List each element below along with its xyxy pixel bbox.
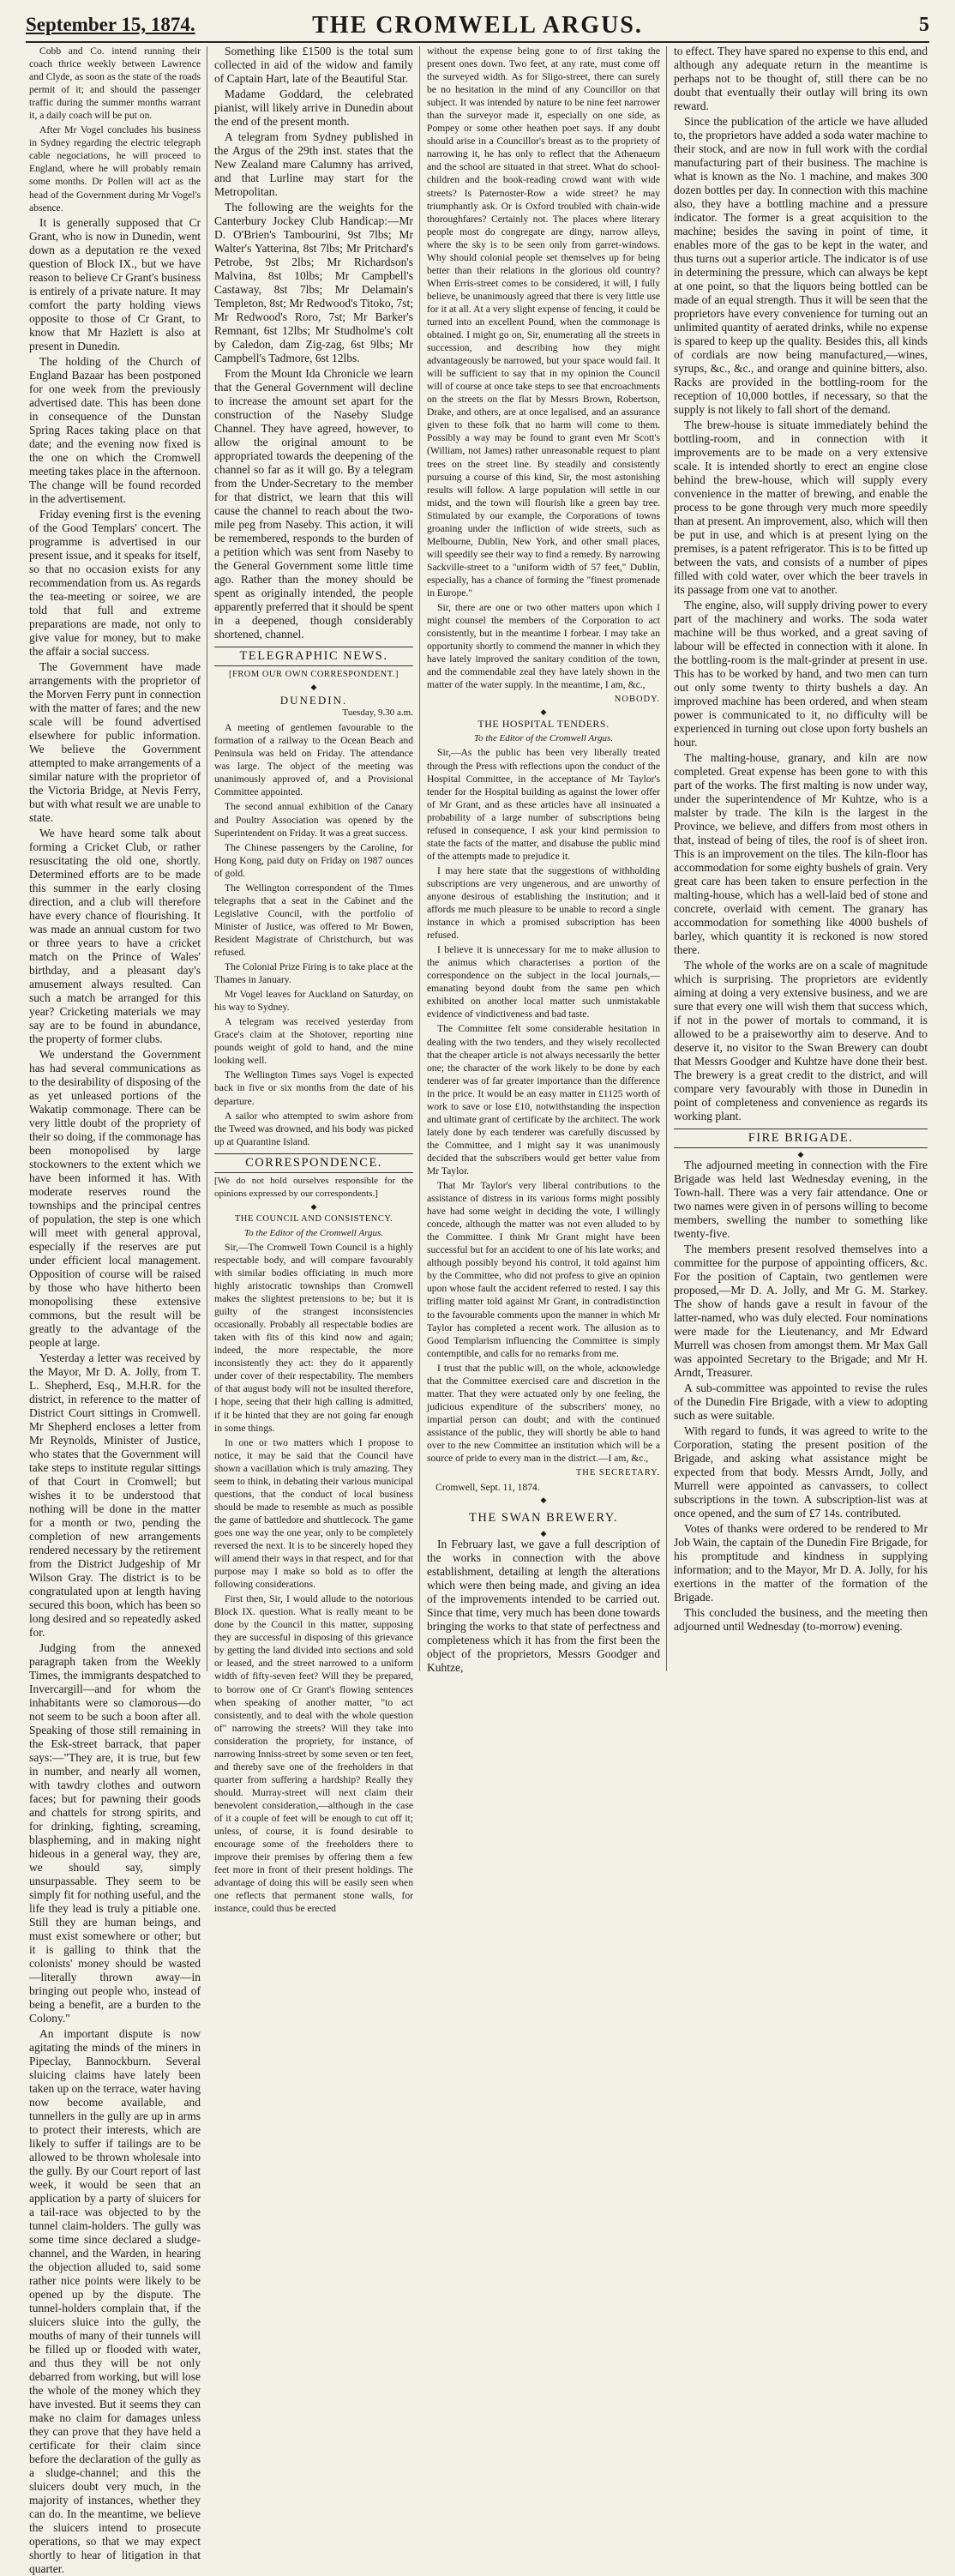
article-paragraph: An important dispute is now agitating the minds of the miners in Pipeclay, Bannockburn. Several sluicing claims have lately been taken up on the terrace, water having now become available, and tunnellers in the gully are up in arms to protect their interests, which are likely to suffer if tailings are to be allowed to be thrown wholesale into the gully. By our Court report of last week, it would be seen that an application by a party of sluicers for a tail-race was objected to by the tunnel claim-holders. The gully was some time since declared a sludge-channel, and the Warden, in hearing the objection alluded to, said some rather nice points were likely to be opened up by the dispute. The tunnel-holders complain that, if the sluicers sluice into the gully, the mouths of many of their tunnels will be filled up or flooded with water, and thus they will be not only debarred from working, but will lose the whole of the money which they have invested. But it seems they can make no claim for damages unless they can prove that they have held a certificate for their claim since before the declaration of the gully as a sludge-channel; and this the sluicers doubt very much, in the majority of instances, whether they can do. In the meantime, we believe the sluicers intend to prosecute operations, so that we may expect shortly to hear of litigation in that quarter. bbox=[29, 2026, 201, 2575]
telegraphic-city: DUNEDIN. bbox=[279, 694, 348, 707]
article-paragraph: This concluded the business, and the meeting then adjourned until Wednesday (to-morrow) evening. bbox=[674, 1606, 928, 1634]
article-paragraph: Madame Goddard, the celebrated pianist, will likely arrive in Dunedin about the end of the present month. bbox=[214, 87, 413, 128]
letter-place-date: Cromwell, Sept. 11, 1874. bbox=[435, 1482, 540, 1494]
article-paragraph: to effect. They have spared no expense to this end, and although any adequate return in the meantime is perhaps not to be thought of, still there can be no doubt that eventually their outlay will bring its own reward. bbox=[674, 45, 928, 112]
column-divider bbox=[419, 46, 420, 1671]
article-paragraph: Votes of thanks were ordered to be rendered to Mr Job Wain, the captain of the Dunedin Fire Brigade, for his promptitude and kindness in supplying information; and to the Mayor, Mr D. A. Jolly, for his exertions in the matter of the formation of the Brigade. bbox=[674, 1522, 928, 1604]
fire-brigade-heading: FIRE BRIGADE. bbox=[674, 1129, 928, 1148]
page-number: 5 bbox=[919, 14, 929, 36]
letter-signature: NOBODY. bbox=[614, 695, 660, 705]
ornament: ◆ bbox=[797, 1150, 804, 1159]
article-paragraph: The adjourned meeting in connection with the Fire Brigade was held last Wednesday evening, in the Town-hall. There was a very fair attendance. One or two names were given in of persons willing to become members, swelling the number to something like twenty-five. bbox=[674, 1159, 928, 1241]
article-paragraph: It is generally supposed that Cr Grant, who is now in Dunedin, went down as a deputation re the vexed question of Block IX., but we have reason to believe Cr Grant's business is entirely of a private nature. It may comfort the party holding views opposite to those of Cr Grant, to know that Mr Hazlett is also at present in Dunedin. bbox=[29, 215, 201, 352]
article-paragraph: Friday evening first is the evening of the Good Templars' concert. The programme is advertised in our present issue, and it speaks for itself, so that no occasion exists for any recommendation from us. As regards the tea-meeting or soiree, we are told that full and extreme preparations are made, not only to give value for money, but to make the affair a social success. bbox=[29, 507, 201, 658]
letter-paragraph: First then, Sir, I would allude to the notorious Block IX. question. What is really meant to be done by the Council in this matter, supposing they are successful in disposing of this grievance by getting the land divided into sections and sold or leased, and the street narrowed to a uniform width of fifty-seven feet? Will they be prepared, to borrow one of Cr Grant's flowing sentences when speaking of another matter, "to act consistently, and to deal with the whole question of" narrowing the streets? Will they take into consideration the propriety, for instance, of narrowing Inniss-street by some seven or ten feet, and thereby save one of the freeholders in that quarter from suffering a hardship? Really they should. Murray-street will next claim their benevolent consideration,—although in the case of it a couple of feet will be enough to cut off it; unless, of course, it is found desirable to encourage some of the freeholders there to improve their premises by offering them a few feet more in front of their present holdings. The advantage of doing this will be easily seen when one reflects that permanent stone walls, for instance, could thus be erected bbox=[214, 1593, 413, 1915]
telegraphic-paragraph: The Colonial Prize Firing is to take place at the Thames in January. bbox=[214, 961, 413, 986]
article-paragraph: Judging from the annexed paragraph taken from the Weekly Times, the immigrants despatched to Invercargill—and for whom the inhabitants were so clamorous—do not seem to be such a boon after all. Speaking of those still remaining in the Esk-street barrack, that paper says:—"They are, it is true, but few in number, and nearly all women, with tawdry clothes and outworn faces; but for pawning their goods and chattels for strong spirits, and for drinking, fighting, screaming, blaspheming, and in making night hideous in a general way, they are, we should say, simply unsurpassable. They seem to be simply fit for nothing useful, and the life they lead is truly a pitiable one. Still they are human beings, and must exist somewhere or other; but it is galling to think that the colonists' money should be wasted—literally thrown away—in bringing out people who, instead of being a benefit, are a burden to the Colony." bbox=[29, 1640, 201, 2025]
letter-paragraph: I trust that the public will, on the whole, acknowledge that the Committee exercised care and discretion in the matter. That they were actuated only by one feeling, the judicious expenditure of the subscribers' money, no impartial person can doubt; and with the continued assistance of the public, they will shortly be able to hand over to the new Committee an institution which will be a source of pride to every man in the district.—I am, &c., bbox=[427, 1362, 660, 1465]
column-2 bbox=[214, 45, 413, 1915]
telegraphic-paragraph: The Wellington correspondent of the Times telegraphs that a seat in the Cabinet and the Legislative Council, with the portfolio of Minister of Justice, was offered to Mr Bowen, Resident Magistrate of Christchurch, but was refused. bbox=[214, 882, 413, 958]
ornament: ◆ bbox=[310, 1201, 317, 1211]
article-paragraph: The holding of the Church of England Bazaar has been postponed for one week from the previously advertised date. This has been done in consequence of the Dunstan Spring Races taking place on that date; and the evening now fixed is the one on which the Cromwell meeting takes place in the afternoon. The change will be found recorded in the advertisement. bbox=[29, 354, 201, 505]
telegraphic-paragraph: A meeting of gentlemen favourable to the formation of a railway to the Ocean Beach and Peninsula was held on Friday. The attendance was large. The object of the meeting was unanimously approved of, and a Provisional Committee appointed. bbox=[214, 722, 413, 798]
ornament: ◆ bbox=[540, 707, 547, 717]
letter-paragraph: without the expense being gone to of first taking the present ones down. Two feet, at any rate, must come off the surveyed width. As for Sligo-street, there can surely be no hesitation in the mind of any Councillor on that subject. It was intended by nature to be nine feet narrower than the surveyor made it, especially on one side, as Pompey or some other heathen poet says. If any doubt should arise in a Councillor's breast as to the propriety of narrowing it, he has only to reflect that the Athenaeum and the school are situated in that street. What do school-children and the book-reading crowd want with wide streets? Is Paternoster-Row a wide street? he may triumphantly ask. Or is Oxford troubled with chain-wide thoroughfares? Certainly not. The places where literary people most do congregate are dingy, narrow alleys, where the sky is to be seen only from garret-windows. Why should colonial people set themselves up for being better than their relations in the glorious old country? When Erris-street comes to be considered, it will, I fully believe, be unanimously agreed that there is very little use for it at all. At a very slight expense of fencing, it could be turned into an excellent Pound, when the commonage is obtained. I might go on, Sir, enumerating all the streets in succession, and describing how they might advantageously be narrowed, but your space would fail. It will be sufficient to say that in my opinion the Council will of course at once take steps to see that encroachments on the streets on the flat by Messrs Brown, Robertson, Drake, and others, are at once legalised, and an assurance given to these folk that no harm will come to them. Possibly a way may be found to grant even Mr Scott's (William, not James) rather unreasonable request to plant trees on the street line. By steadily and consistently pursuing a course of this kind, Sir, the most astonishing results will follow. A large population will settle in our midst, and the town will flourish like a green bay tree. Stimulated by our example, the Corporations of towns groaning under the infliction of wide streets, such as Melbourne, Dublin, New York, and other small places, will speedily see their way to find a remedy. By narrowing Sackville-street to a "uniform width of 57 feet," Dublin, especially, has a chance of forming the "finest promenade in Europe." bbox=[427, 45, 660, 599]
hospital-tenders-title: THE HOSPITAL TENDERS. bbox=[478, 718, 610, 731]
correspondence-heading: CORRESPONDENCE. bbox=[214, 1153, 413, 1173]
letter-paragraph: I believe it is unnecessary for me to make allusion to the animus which characterises a portion of the correspondence on the subject in the local journals,—emanating beyond doubt from the same pen which exhibited on another local matter such unmistakable evidence of vindictiveness and bad taste. bbox=[427, 944, 660, 1020]
ornament: ◆ bbox=[310, 683, 317, 692]
article-paragraph: A telegram from Sydney published in the Argus of the 29th inst. states that the New Zealand mare Calumny has arrived, and that Lurline may start for the Metropolitan. bbox=[214, 130, 413, 198]
masthead-rule bbox=[26, 41, 929, 43]
swan-brewery-heading: THE SWAN BREWERY. bbox=[469, 1511, 618, 1526]
article-paragraph: The whole of the works are on a scale of magnitude which is surprising. The proprietors are evidently aiming at doing a very extensive business, and we are sure that every one will wish them that success which, if not in the power of mortals to command, it is allowed to be a praiseworthy aim to deserve. And to deserve it, no visitor to the Swan Brewery can doubt that Messrs Goodger and Kuhtze have done their best. The brewery is a great credit to the district, and will compare very favourably with those in Dunedin in point of completeness and convenience as regards its working plant. bbox=[674, 959, 928, 1122]
column-1 bbox=[29, 45, 201, 2575]
article-paragraph: A sub-committee was appointed to revise the rules of the Dunedin Fire Brigade, with a view to adopting such as were suitable. bbox=[674, 1381, 928, 1423]
letter-signature: THE SECRETARY. bbox=[575, 1468, 660, 1478]
article-paragraph: With regard to funds, it was agreed to write to the Corporation, stating the present position of the Brigade, and asking what assistance might be expected from that body. Messrs Arndt, Jolly, and Murrell were appointed as canvassers, to collect subscriptions in the town. A subscription-list was at once opened, and the sum of £7 14s. contributed. bbox=[674, 1424, 928, 1520]
article-paragraph: After Mr Vogel concludes his business in Sydney regarding the electric telegraph cable negociations, he will proceed to England, where he will probably remain some months. Dr Pollen will act as the head of the Government during Mr Vogel's absence. bbox=[29, 124, 201, 214]
letter-paragraph: That Mr Taylor's very liberal contributions to the assistance of distress in its various forms might possibly have had some weight in deciding the vote, I willingly concede, although the matter was not even alluded to by the Committee. I think Mr Grant might have been successful but for an accident to one of his late works; and although possibly beyond his control, it told against him by the Committee, who did not profess to give an opinion upon whose fault the accident referred to rested. I say this trifling matter told against Mr Grant, in contradistinction to the favourable comments upon the manner in which Mr Taylor has completed a recent work. The allusion as to Good Templarism influencing the Committee is simply contemptible, and calls for no remarks from me. bbox=[427, 1180, 660, 1359]
letter-paragraph: In one or two matters which I propose to notice, it may be said that the Council have shown a vacillation which is truly amazing. They seem to think, in debating their various municipal questions, that the conduct of local business should be made to resemble as much as possible the game of battledore and shuttlecock. The game goes one way the one year, only to be completely reversed the next. It is to be sincerely hoped they will amend their ways in that respect, and for that purpose may I make so bold as to offer the following considerations. bbox=[214, 1436, 413, 1591]
column-4 bbox=[674, 45, 928, 1674]
article-paragraph: We understand the Government has had several communications as to the desirability of disposing of the as yet unleased portions of the Wakatip commonage. There can be very little doubt of the propriety of their so doing, if the commonage has been monopolised by large stockowners to the extent which we have been informed it has. With moderate reserves round the townships and the principal centres of population, the step is one which will meet with general approval, especially if the reserves are put under efficient local management. Opposition of course will be raised by those who have hitherto been monopolising these extensive commons, but the result will be greatly to the advantage of the people at large. bbox=[29, 1047, 201, 1349]
hospital-addressee: To the Editor of the Cromwell Argus. bbox=[473, 733, 614, 744]
correspondence-disclaimer: [We do not hold ourselves responsible for the opinions expressed by our correspondents.] bbox=[214, 1175, 413, 1199]
article-paragraph: Cobb and Co. intend running their coach thrice weekly between Lawrence and Clyde, as soon as the state of the roads permit of it; and should the passenger traffic during the summer months warrant it, a daily coach will be put on. bbox=[29, 45, 201, 122]
ornament: ◆ bbox=[540, 1529, 547, 1538]
letter-paragraph: Sir, there are one or two other matters upon which I might counsel the members of the Corporation to act consistently, but in the meantime I forbear. I may take an opportunity shortly to commend the manner in which they have lately improved the sanitary condition of the town, and the commendable zeal they have lately shown in the matter of the water supply. In the meantime, I am, &c., bbox=[427, 602, 660, 691]
telegraphic-paragraph: A telegram was received yesterday from Grace's claim at the Shotover, reporting nine pounds weight of gold to hand, and the mine looking well. bbox=[214, 1016, 413, 1067]
telegraphic-news-heading: TELEGRAPHIC NEWS. bbox=[214, 647, 413, 666]
article-paragraph: Something like £1500 is the total sum collected in aid of the widow and family of Captain Hart, late of the Beautiful Star. bbox=[214, 45, 413, 85]
column-3 bbox=[427, 45, 660, 1674]
telegraphic-paragraph: The Chinese passengers by the Caroline, for Hong Kong, paid duty on Friday on 1987 ounces of gold. bbox=[214, 841, 413, 879]
masthead bbox=[26, 9, 929, 43]
article-paragraph: The members present resolved themselves into a committee for the purpose of appointing officers, &c. For the position of Captain, two gentlemen were proposed,—Mr D. A. Jolly, and Mr G. M. Starkey. The show of hands gave a result in favour of the latter-named, who was duly elected. Four nominations were made for the Lieutenancy, and Mr Edward Murrell was chosen from amongst them. Mr Max Gall was appointed Secretary to the Brigade; and Mr H. Arndt, Treasurer. bbox=[674, 1243, 928, 1380]
newspaper-title: THE CROMWELL ARGUS. bbox=[312, 12, 643, 39]
telegraphic-paragraph: A sailor who attempted to swim ashore from the Tweed was drowned, and his body was picked up at Quarantine Island. bbox=[214, 1110, 413, 1147]
article-paragraph: In February last, we gave a full description of the works in connection with the above establishment, detailing at length the alterations which were then being made, and giving an idea of the improvements intended to be carried out. Since that time, very much has been done towards bringing the works to that state of perfectness and completeness which it has from the first been the object of the proprietors, Messrs Goodger and Kuhtze, bbox=[427, 1538, 660, 1675]
letter-title: THE COUNCIL AND CONSISTENCY. bbox=[234, 1213, 393, 1224]
telegraphic-dateline: Tuesday, 9.30 a.m. bbox=[342, 707, 413, 719]
article-paragraph: From the Mount Ida Chronicle we learn that the General Government will decline to increase the amount set apart for the construction of the Naseby Sludge Channel. They have agreed, however, to allow the original amount to be appropriated towards the deepening of the channel so far as it will go. By a telegram from the Under-Secretary to the member for that district, we learn that this will cause the channel to reach about the two-mile peg from Naseby. This action, it will be remembered, responds to the burden of a petition which was sent from Naseby to the General Government some little time ago. Rather than the money should be spent as originally intended, the people apparently preferred that it should be spent in a deepened, though considerably shortened, channel. bbox=[214, 367, 413, 641]
article-paragraph: The following are the weights for the Canterbury Jockey Club Handicap:—Mr D. O'Brien's Tambourini, 9st 7lbs; Mr Walter's Yatterina, 8st 7lbs; Mr Pritchard's Petrobe, 9st 2lbs; Mr Richardson's Malvina, 8st 10lbs; Mr Campbell's Castaway, 8st 7lbs; Mr Delamain's Templeton, 8st; Mr Redwood's Titoko, 7st; Mr Redwood's Roro, 7st; Mr Barker's Remnant, 6st 12lbs; Mr Studholme's colt by Caledon, dam Zig-zag, 6st 9lbs; Mr Campbell's Tadmore, 6st 12lbs. bbox=[214, 201, 413, 364]
telegraphic-paragraph: Mr Vogel leaves for Auckland on Saturday, on his way to Sydney. bbox=[214, 989, 413, 1014]
column-divider bbox=[666, 46, 667, 1671]
letter-paragraph: Sir,—The Cromwell Town Council is a highly respectable body, and will compare favourably with similar bodies officiating in much more highly aristocratic townships than Cromwell makes the slightest pretensions to be; but it is guilty of the strangest inconsistencies occasionally. Probably all respectable bodies are taken with fits of this kind now and again; indeed, the more respectable, the more inconsistently they act: they do it apparently under cover of their respectability. The members of that august body will not be insulted therefore, I hope, seeing that their high calling is admitted, if it be hinted that they are not going far enough in some things. bbox=[214, 1241, 413, 1434]
article-paragraph: The malting-house, granary, and kiln are now completed. Great expense has been gone to with this part of the works. The first malting is now under way, under the superintendence of Mr Kuhtze, who is a malster by trade. The kiln is the largest in the Province, we believe, and differs from most others in that, instead of being of tiles, the roof is of sheet iron. This is an improvement on the tiles. The kiln-floor has accommodation for some eighty bushels of grain. Very great care has been taken to ensure perfection in the malting-house, which has a well-laid bed of stone and concrete, overlaid with cement. The granary has accommodation for something like 4000 bushels of barley, which quantity it is reckoned is now stored there. bbox=[674, 751, 928, 956]
article-paragraph: We have heard some talk about forming a Cricket Club, or rather resuscitating the old one, shortly. Determined efforts are to be made this summer in the early closing direction, and a club will therefore have every chance of flourishing. It was made an annual custom for two or three years to have a cricket match on the Prince of Wales' birthday, and a pleasant day's amusement always resulted. Can such a match be arranged for this year? Cricketing materials we may say are to be found in abundance, the property of former clubs. bbox=[29, 826, 201, 1045]
telegraphic-paragraph: The Wellington Times says Vogel is expected back in five or six months from the date of his departure. bbox=[214, 1069, 413, 1107]
letter-addressee: To the Editor of the Cromwell Argus. bbox=[243, 1227, 384, 1238]
article-paragraph: The Government have made arrangements with the proprietor of the Morven Ferry punt in connection with the matter of fares; and the new scale will be found advertised elsewhere for public information. We believe the Government attempted to make arrangements of a similar nature with the proprietor of the Victoria Bridge, at Nevis Ferry, but with what result we are unable to state. bbox=[29, 659, 201, 824]
article-paragraph: The brew-house is situate immediately behind the bottling-room, and in connection with it improvements are to be made on a very extensive scale. It is intended shortly to erect an engine close behind the brew-house, which will supply every convenience in the matter of brewing, and enable the process to be gone through very much more speedily than at present. An improvement, also, which will then be put in use, and which is at present lying on the premises, is a patent refrigerator. This is to be fitted up between the vats, and consists of a number of pipes filled with cold water, over which the beer travels in its passage from one vat to another. bbox=[674, 418, 928, 596]
article-paragraph: Since the publication of the article we have alluded to, the proprietors have added a soda water machine to their stock, and are now in full work with the cordial manufacturing part of their business. The machine is what is known as the No. 1 machine, and makes 300 dozen bottles per day. In connection with this machine also, they have a bottling machine and a pressure indicator. The former is a great acquisition to the machine; besides the saving in point of time, it enables more of the gas to be kept in the water, and thus turns out a superior article. The indicator is of use in determining the pressure, which can always be kept at one point, so that the liquors being bottled can be made of an equal strength. Thus it will be seen that the proprietors have every convenience for turning out an unlimited quantity of aerated drinks, while no expense is spared to keep up the quality. Besides this, all kinds of cordials are now being manufactured,—wines, syrups, &c., &c., and orange and quinine bitters, also. Racks are provided in the bottling-room for the reception of 10,000 bottles, if necessary, so that the supply is not likely to fall short of the demand. bbox=[674, 115, 928, 416]
letter-paragraph: The Committee felt some considerable hesitation in dealing with the two tenders, and they wisely recollected that the cheaper article is not always necessarily the better one; the character of the work likely to be done by each tenderer was of far greater importance than the difference in the price. It would be an easy matter in £1125 worth of work to save or lose £10, notwithstanding the inspection and ultimate grant of certificate by the architect. The work lately done by each tenderer was carefully discussed by the Committee, and I might say it was unanimously decided that the subscribers would get better value from Mr Taylor. bbox=[427, 1023, 660, 1177]
article-paragraph: The engine, also, will supply driving power to every part of the machinery and works. The soda water machine will be thus worked, and a great saving of labour will be effected in connection with it alone. In the bottling-room is the malt-grinder at present in use. This has to be worked by hand, and two men can turn out only some twenty to thirty bushels a day. An improved machine has been ordered, and when steam power is communicated to it, no difficulty will be experienced in turning out close upon forty bushels an hour. bbox=[674, 599, 928, 749]
ornament: ◆ bbox=[540, 1496, 547, 1505]
telegraphic-paragraph: The second annual exhibition of the Canary and Poultry Association was opened by the Superintendent on Friday. It was a great success. bbox=[214, 801, 413, 839]
article-paragraph: Yesterday a letter was received by the Mayor, Mr D. A. Jolly, from T. L. Shepherd, Esq., M.H.R. for the district, in reference to the matter of District Court sittings in Cromwell. Mr Shepherd encloses a letter from Mr Reynolds, Minister of Justice, who states that the Government will take steps to institute regular sittings of that Court in Cromwell; but wishes it to be understood that nothing will be done in the matter for a month or two, pending the completion of new arrangements rendered necessary by the retirement from the District Judgeship of Mr Wilson Gray. The district is to be congratulated upon at length having secured this boon, which has been so long desired and so repeatedly asked for. bbox=[29, 1351, 201, 1639]
letter-paragraph: Sir,—As the public has been very liberally treated through the Press with reflections upon the conduct of the Hospital Committee, in the acceptance of Mr Taylor's tender for the Hospital building as against the lower offer of Mr Grant, and as these articles have all insinuated a probability of a large number of subscriptions being refused in consequence, I ask your kind permission to state the facts of the matter, and disabuse the public mind of the attempts made to prejudice it. bbox=[427, 747, 660, 862]
telegraphic-source: [FROM OUR OWN CORRESPONDENT.] bbox=[228, 670, 399, 680]
letter-paragraph: I may here state that the suggestions of withholding subscriptions are very ungenerous, and are unworthy of anyone desirous of establishing the institution; and it affords me much pleasure to be unable to record a single instance in which a promised subscription has been refused. bbox=[427, 864, 660, 942]
issue-date: September 15, 1874. bbox=[26, 14, 195, 35]
